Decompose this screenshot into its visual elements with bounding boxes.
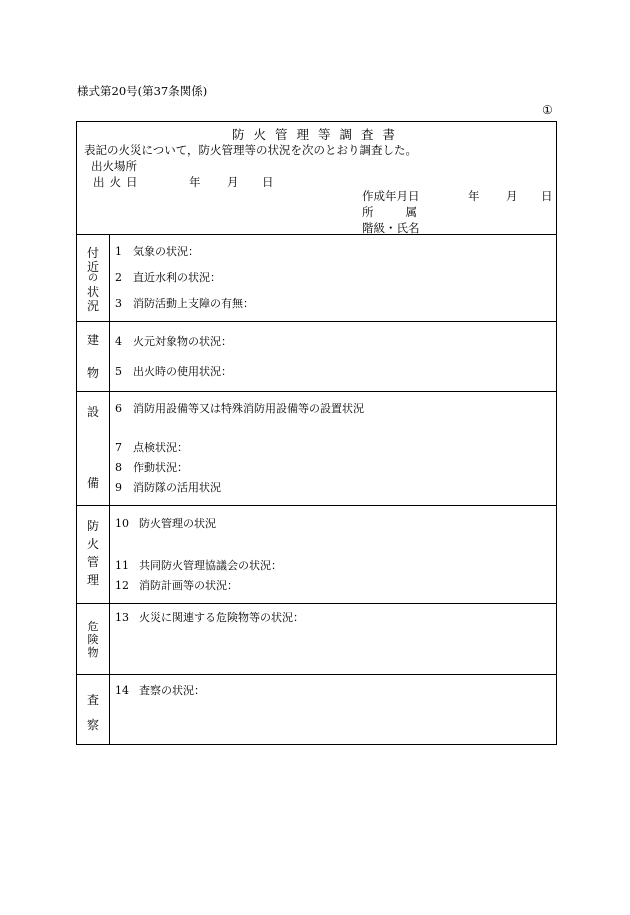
survey-item: [115, 482, 221, 493]
fire-date-month-label: 月: [227, 175, 239, 189]
item-text: 点検状況：: [133, 441, 188, 454]
item-number: 11: [115, 559, 129, 572]
section-divider: [77, 321, 556, 322]
item-text: 作動状況：: [133, 461, 188, 474]
affiliation-label: 所属: [362, 205, 449, 219]
item-text: 消防活動上支障の有無：: [133, 297, 254, 310]
item-text: 消防隊の活用状況: [133, 481, 221, 494]
survey-item: [115, 442, 188, 453]
survey-item: [115, 560, 282, 571]
created-date-year-label: 年: [468, 189, 480, 203]
created-date-day-label: 日: [541, 189, 553, 203]
section-label-char: 付: [86, 246, 99, 260]
section-label-char: の: [88, 273, 98, 284]
section-label-char: 設: [86, 405, 99, 419]
item-text: 気象の状況：: [133, 245, 199, 258]
rank-name-label: 階級・氏名: [362, 221, 420, 235]
survey-item: [115, 612, 304, 623]
header-divider: [77, 234, 556, 235]
survey-item: [115, 298, 254, 309]
section-label-char: 物: [87, 646, 99, 659]
item-text: 共同防火管理協議会の状況：: [139, 559, 282, 572]
survey-item: [115, 366, 232, 377]
item-text: 査察の状況：: [139, 684, 205, 697]
survey-item: [115, 580, 238, 591]
survey-form-table: [76, 121, 557, 745]
item-text: 火元対象物の状況：: [133, 335, 232, 348]
item-number: 7: [115, 441, 122, 454]
section-label-char: 査: [86, 693, 99, 707]
item-number: 8: [115, 461, 122, 474]
item-text: 火災に関連する危険物等の状況：: [139, 611, 304, 624]
section-divider: [77, 674, 556, 675]
survey-item: [115, 685, 205, 696]
item-number: 2: [115, 271, 122, 284]
section-label-char: 近: [86, 260, 99, 274]
fire-location-label: 出火場所: [91, 159, 137, 173]
fire-date-year-label: 年: [189, 175, 201, 189]
survey-item: [115, 462, 188, 473]
section-label-char: 防: [86, 519, 99, 533]
fire-date-label: 出火日: [93, 175, 143, 189]
survey-item: [115, 272, 221, 283]
section-label-char: 険: [87, 633, 99, 646]
item-number: 6: [115, 402, 122, 415]
item-text: 出火時の使用状況：: [133, 365, 232, 378]
item-number: 13: [115, 611, 129, 624]
item-number: 5: [115, 365, 122, 378]
fire-date-day-label: 日: [262, 175, 274, 189]
section-label-char: 察: [86, 718, 99, 732]
survey-item: [115, 246, 199, 257]
section-label-char: 理: [86, 573, 99, 587]
item-number: 4: [115, 335, 122, 348]
section-divider: [77, 603, 556, 604]
intro-text: 表記の火災について，防火管理等の状況を次のとおり調査した。: [84, 143, 418, 157]
section-divider: [77, 391, 556, 392]
item-text: 消防計画等の状況：: [139, 579, 238, 592]
section-label-char: 火: [86, 537, 99, 551]
page-mark: ①: [542, 103, 553, 117]
item-number: 3: [115, 297, 122, 310]
created-date-label: 作成年月日: [362, 189, 420, 203]
section-label-char: 備: [86, 476, 99, 490]
item-text: 防火管理の状況: [139, 517, 216, 530]
form-title: 防火管理等調査書: [232, 127, 405, 142]
survey-item: [115, 403, 364, 414]
category-column-line: [109, 234, 110, 744]
survey-item: [115, 518, 216, 529]
item-number: 10: [115, 517, 129, 530]
survey-item: [115, 336, 232, 347]
section-label-char: 危: [87, 620, 99, 633]
item-text: 直近水利の状況：: [133, 271, 221, 284]
created-date-month-label: 月: [506, 189, 518, 203]
item-number: 1: [115, 245, 122, 258]
item-number: 12: [115, 579, 129, 592]
item-number: 9: [115, 481, 122, 494]
section-label-char: 況: [86, 299, 99, 313]
item-text: 消防用設備等又は特殊消防用設備等の設置状況: [133, 402, 364, 415]
section-label-char: 管: [86, 555, 99, 569]
section-label-char: 状: [86, 285, 99, 299]
form-number: 様式第20号(第37条関係): [77, 84, 208, 98]
item-number: 14: [115, 684, 129, 697]
section-label-char: 物: [86, 366, 99, 380]
section-divider: [77, 505, 556, 506]
section-label-char: 建: [86, 333, 99, 347]
